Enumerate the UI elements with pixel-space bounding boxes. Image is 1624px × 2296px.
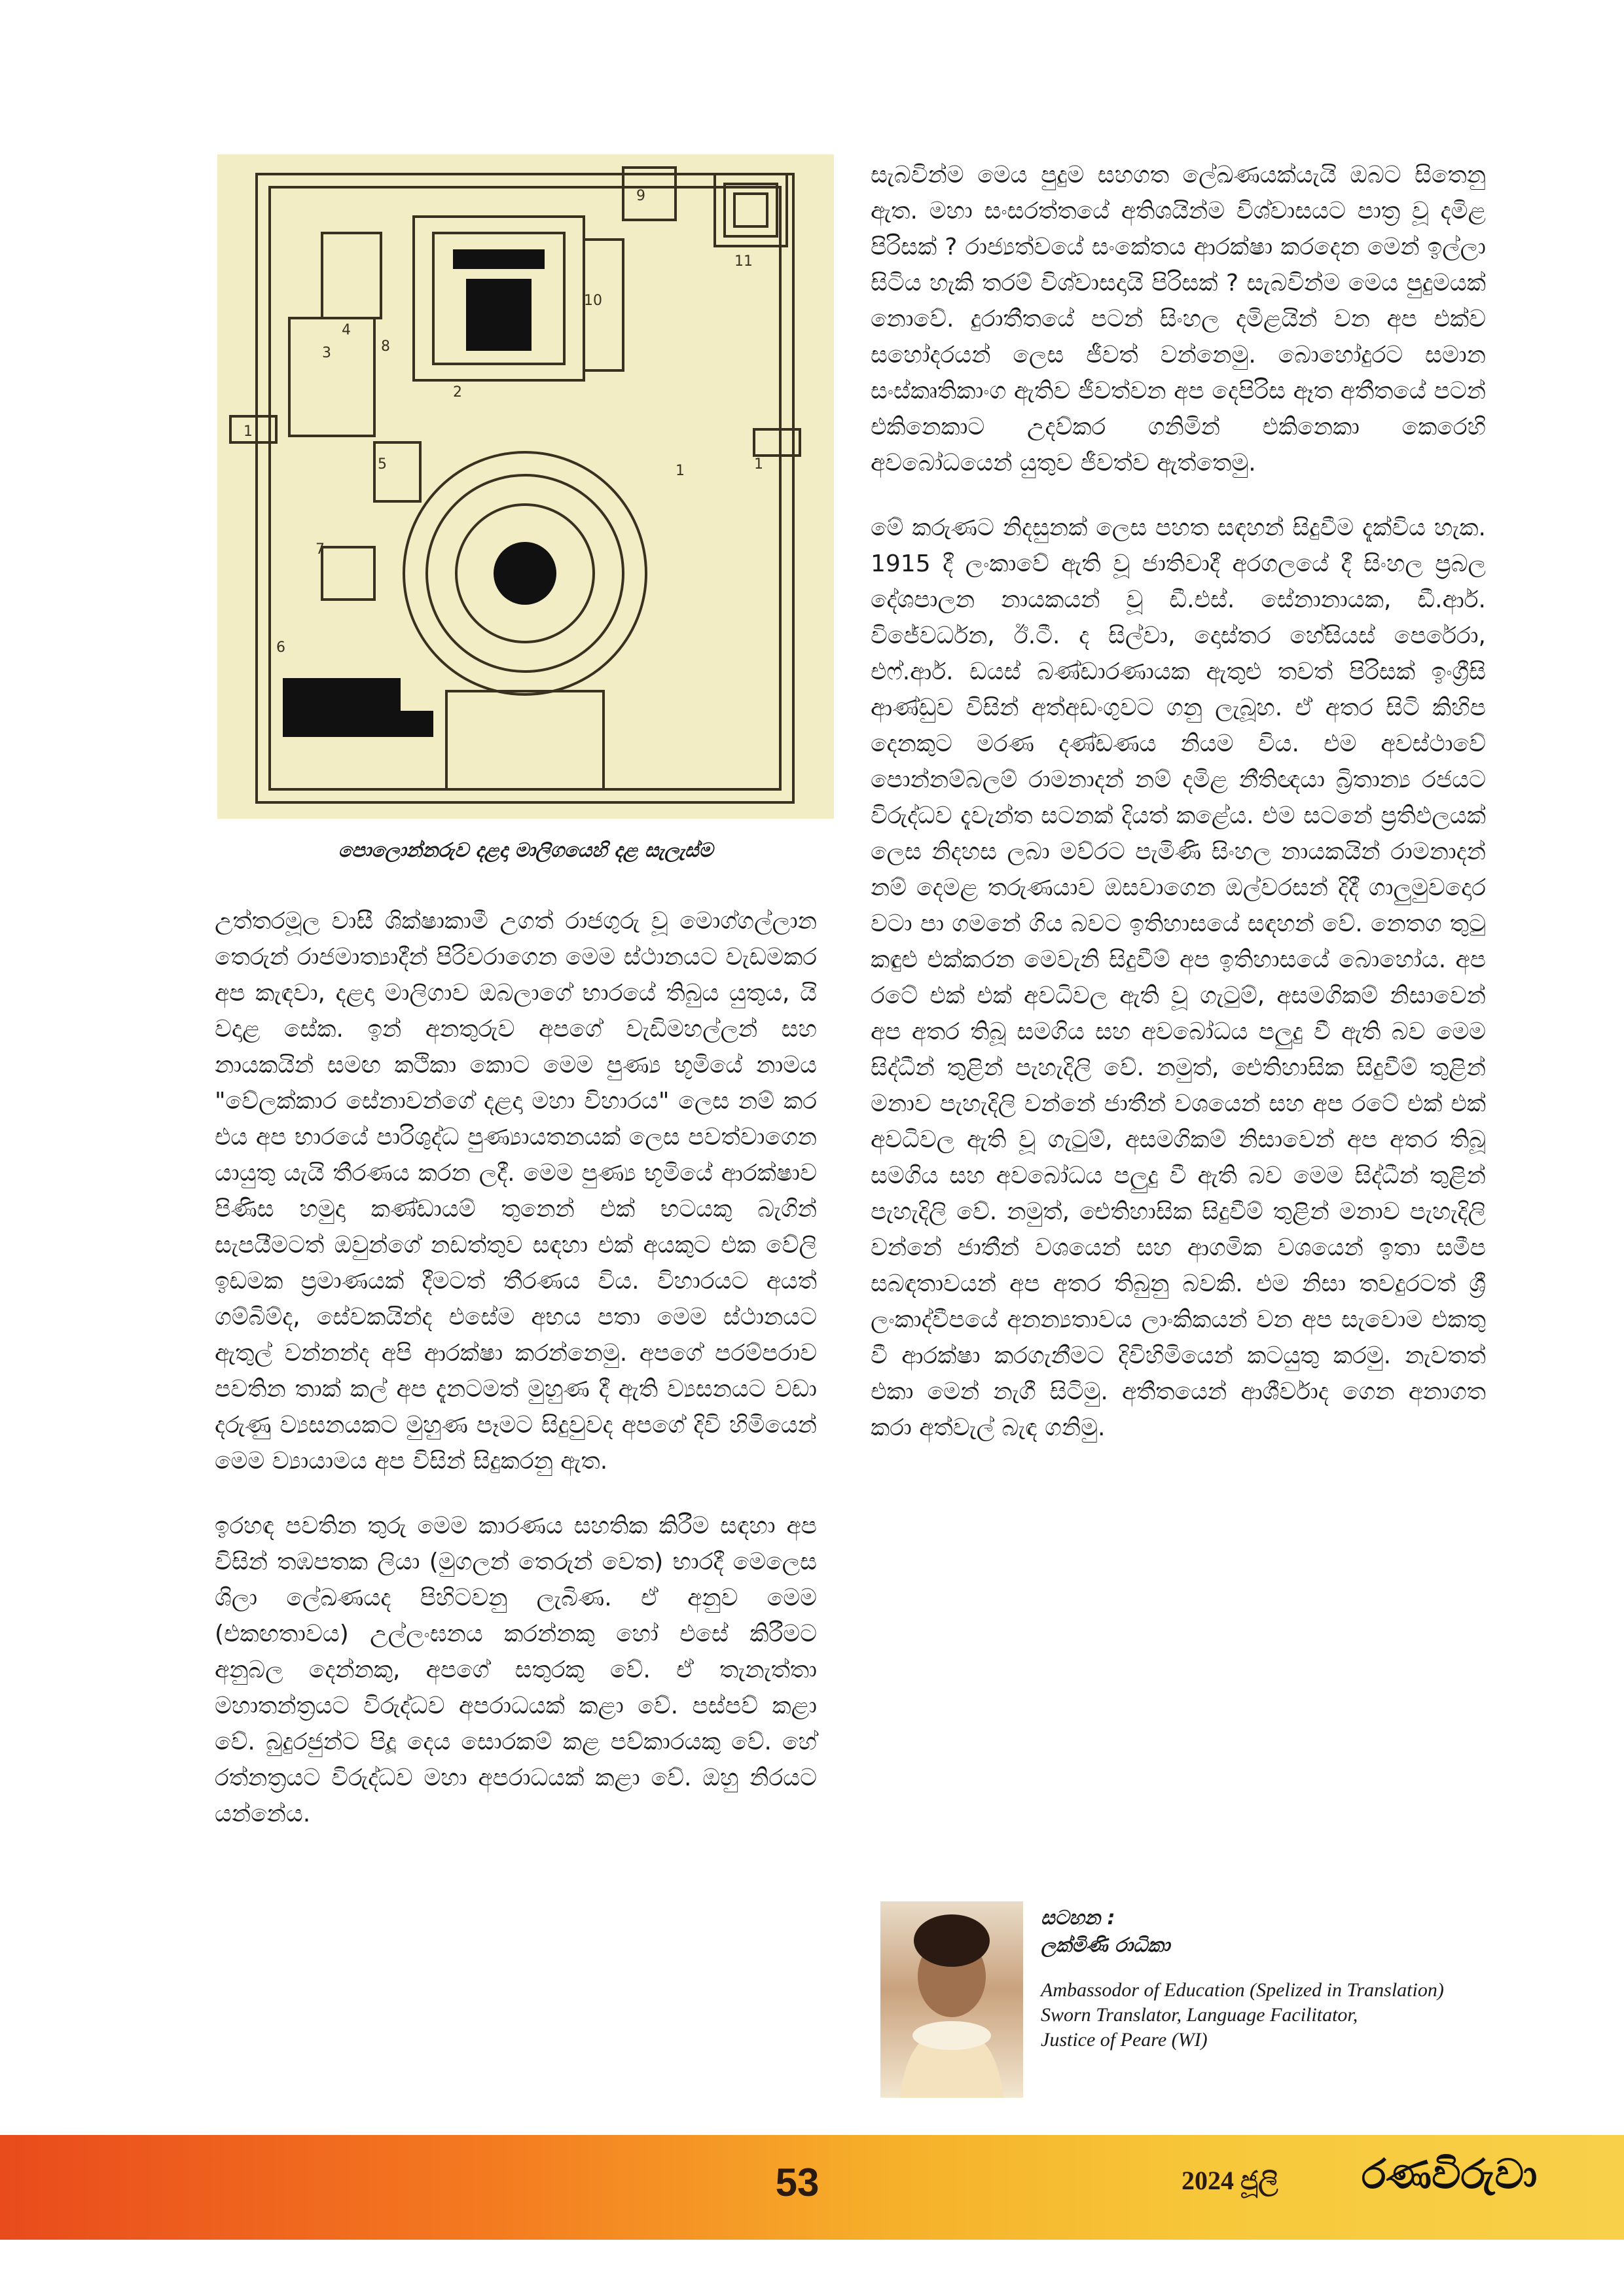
plan-number: 11 [734, 253, 753, 270]
author-photo [880, 1901, 1023, 2098]
plan-number: 2 [453, 384, 462, 401]
plan-number: 1 [676, 463, 685, 479]
figure-caption: පොලොන්නරුව දළදා මාලිගයෙහි දළ සැලැස්ම [338, 839, 713, 862]
author-name: ලක්මිණි රාධිකා [1041, 1934, 1170, 1957]
issue-date: 2024 ජූලි [1182, 2166, 1278, 2195]
credential-line: Sworn Translator, Language Facilitator, [1041, 2004, 1358, 2026]
author-block [1041, 1905, 1512, 2053]
paragraph: මේ කරුණට නිදසුනක් ලෙස පහත සඳහන් සිදුවීම දැක්විය හැක. 1915 දී ලංකාවේ ඇති වූ ජාතිවාදී අරගලයේ දී සිංහල ප්‍රබල දේශපාලන නායකයන් වූ ඩී.එස්. සේනානායක, ඩී.ආර්. විජේවර්ධන, ඊ.ටී. ද සිල්වා, දොස්තර හේසියස් පෙරේරා, එෆ්.ආර්. ඩයස් බණ්ඩාරණායක ඇතුළු තවත් පිරිසක් ඉංග්‍රීසි ආණ්ඩුව විසින් අත්අඩංගුවට ගනු ලැබූහ. ඒ අතර සිටි කිහිප දෙනකුට මරණ දණ්ඩණය නියම විය. එම අවස්ථාවේ පොන්නම්බලම් රාමනාදන් නම් දමිළ නීතිඥයා බ්‍රිතාන්‍ය රජයට විරුද්ධව දැවැන්ත සටනක් දියත් කළේය. එම සටනේ ප්‍රතිඵලයක් ලෙස නිදහස ලබා මව්රට පැමිණි සිංහල නායකයින් රාමනාදන් නම් දෙමළ තරුණයාව ඔසවාගෙන ඔල්වරසන් දිදී ගාලුමුවදොර වටා පා ගමනේ ගිය බවට ඉතිහාසයේ සඳහන් වේ. නෙතග තුටු කඳුළු එක්කරන මෙවැනි සිදුවීම් අප ඉතිහාසයේ බොහෝය. අප රටේ එක් එක් අවධිවල ඇති වූ ගැටුම්, අසමගිකම් නිසාවෙන් අප අතර තිබූ සමගිය සහ අවබෝධය පලුදු වී ඇති බව මෙම සිද්ධීන් තුළින් පැහැදිලි වේ. නමුත්, ඓතිහාසික සිදුවීම් තුළින් මනාව පැහැදිලි වන්නේ ජාතීන් වශයෙන් සහ අප රටේ එක් එක් අවධිවල ඇති වූ ගැටුම්, අසමගිකම් නිසාවෙන් අප අතර තිබූ සමගිය සහ අවබෝධය පලුදු වී ඇති බව මෙම සිද්ධීන් තුළින් පැහැදිලි වේ. නමුත්, ඓතිහාසික සිදුවීම් තුළින් මනාව පැහැදිලි වන්නේ ජාතීන් වශයෙන් සහ ආගමික වශයෙන් ඉතා සමීප සබඳතාවයන් අප අතර තිබුනු බවකි. එම නිසා තවදුරටත් ශ්‍රී ලංකාද්වීපයේ අනන්‍යතාවය ලාංකිකයන් වන අප සැවොම එකතු වී ආරක්ෂා කරගැනීමට දිවිහිමියෙන් කටයුතු කරමු. නැවතත් එකා මෙන් නැගී සිටිමු. අතීතයෙන් ආශීර්වාද ගෙන අනාගත කරා අත්වැල් බැඳ ගනිමු. [871, 514, 1486, 1441]
credential-line: Justice of Peare (WI) [1041, 2029, 1208, 2051]
floor-plan-drawing [217, 154, 834, 819]
author-portrait [880, 1901, 1023, 2098]
right-column [871, 157, 1486, 1475]
paragraph: සැබවින්ම මෙය පුදුම සහගත ලේඛණයක්යැයි ඔබට සිතෙනු ඇත. මහා සංසරත්තයේ අතිශයින්ම විශ්වාසයට පාත්‍ර වූ දමිළ පිරිසක් ? රාජ්‍යත්වයේ සංකේතය ආරක්ෂා කරදෙන මෙන් ඉල්ලා සිටිය හැකි තරම් විශ්වාසදායි පිරිසක් ? සැබවින්ම මෙය පුදුමයක් නොවේ. දුරාතීතයේ පටන් සිංහල දමිළයින් වන අප එක්ව සහෝදරයන් ලෙස ජීවත් වන්නෙමු. බොහෝදුරට සමාන සංස්කෘතිකාංග ඇතිව ජීවත්වන අප දෙපිරිස ඈත අතීතයේ පටන් එකිනෙකාට උදව්කර ගනිමින් එකිනෙකා කෙරෙහි අවබෝධයෙන් යුතුව ජීවත්ව ඇත්තෙමු. [871, 162, 1486, 476]
magazine-masthead: රණවිරුවා [1362, 2150, 1538, 2198]
left-column [215, 903, 817, 1861]
plan-number: 8 [381, 338, 390, 355]
credential-line: Ambassodor of Education (Spelized in Translation) [1041, 1979, 1444, 2001]
floor-plan-illustration [217, 154, 834, 819]
author-label: සටහන : [1041, 1907, 1115, 1929]
author-credentials [1041, 1978, 1512, 2053]
plan-number: 9 [636, 188, 645, 204]
plan-number: 10 [584, 293, 602, 309]
plan-number: 4 [342, 322, 351, 338]
plan-number: 3 [322, 345, 331, 361]
plan-number: 7 [316, 541, 325, 558]
paragraph: ඉරහඳ පවතින තුරු මෙම කාරණය සහතික කිරීම සඳහා අප විසින් තඹපතක ලියා (මුගලන් තෙරුන් වෙත) භාරදී මෙලෙස ශිලා ලේඛණයද පිහිටවනු ලැබිණ. ඒ අනුව මෙම (එකඟතාවය) උල්ලංඝනය කරන්නකු හෝ එසේ කිරීමට අනුබල දෙන්නකු, අපගේ සතුරකු වේ. ඒ තැනැත්තා මහාතන්ත්‍රයට විරුද්ධව අපරාධයක් කළා වේ. පස්පව් කළා වේ. බුදුරජුන්ට පිදූ දෙය සොරකම් කළ පව්කාරයකු වේ. හේ රත්නත්‍රයට විරුද්ධව මහා අපරාධයක් කළා වේ. ඔහු නිරයට යන්නේය. [215, 1513, 817, 1827]
plan-number: 1 [244, 423, 253, 440]
plan-number: 1 [754, 456, 763, 473]
paragraph: උත්තරමූල වාසී ශික්ෂාකාමී උගත් රාජගුරු වූ මොග්ගල්ලාන තෙරුන් රාජමාත්‍යාදීන් පිරිවරාගෙන මෙම ස්ථානයට වැඩමකර අප කැඳවා, දළදා මාලිගාව ඔබලාගේ භාරයේ තිබුය යුතුය, යි වදාළ සේක. ඉන් අනතුරුව අපගේ වැඩිමහල්ලන් සහ නායකයින් සමඟ කථිකා කොට මෙම පුණ්‍ය භූමියේ නාමය "වේලක්කාර සේනාවන්ගේ දළදා මහා විහාරය" ලෙස නම් කර එය අප භාරයේ පාරිශුද්ධ පුණ්‍යායතනයක් ලෙස පවත්වාගෙන යායුතු යැයි තීරණය කරන ලදී. මෙම පුණ්‍ය භූමියේ ආරක්ෂාව පිණිස හමුදා කණ්ඩායම් තුනෙන් එක් භටයකු බැගින් සැපයීමටත් ඔවුන්ගේ නඩත්තුව සඳහා එක් අයකුට එක වේලි ඉඩමක ප්‍රමාණයක් දීමටත් තීරණය විය. විහාරයට අයත් ගම්බිම්ද, සේවකයින්ද එසේම අභය පතා මෙම ස්ථානයට ඇතුල් වන්නන්ද අපි ආරක්ෂා කරන්නෙමු. අපගේ පරම්පරාව පවතින තාක් කල් අප දැනටමත් මුහුණ දී ඇති ව්‍යසනයට වඩා දරුණු ව්‍යසනයකට මුහුණ පෑමට සිදුවුවද අපගේ දිවි හිමියෙන් මෙම ව්‍යායාමය අප විසින් සිදුකරනු ඇත. [215, 908, 817, 1475]
plan-number: 6 [276, 639, 285, 656]
plan-number: 5 [378, 456, 387, 473]
page-number: 53 [775, 2161, 820, 2204]
